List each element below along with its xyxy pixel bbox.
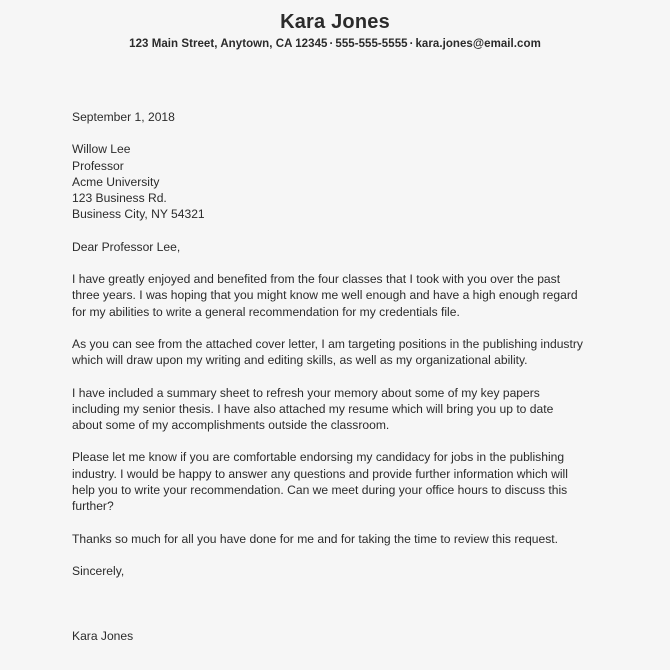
recipient-street: 123 Business Rd.: [72, 191, 167, 206]
contact-separator-1: ·: [329, 38, 334, 50]
signature-name: Kara Jones: [72, 629, 134, 644]
body-paragraph-2: As you can see from the attached cover letter, I am targeting positions in the publishing industry which will draw upon my writing and editing skills, as well as my organizational ability.: [72, 336, 583, 368]
closing-salutation: Sincerely,: [72, 563, 125, 578]
letter-body: [72, 109, 583, 645]
sender-name: Kara Jones: [280, 11, 390, 33]
contact-separator-2: ·: [409, 38, 414, 50]
contact-info-line: [0, 36, 670, 52]
recipient-address-block: [72, 141, 583, 222]
body-paragraph-4: Please let me know if you are comfortable endorsing my candidacy for jobs in the publishing industry. I would be happy to answer any questions and provide further information which will help you to write your recommendation. Can we meet during your office hours to discuss this further?: [72, 450, 568, 514]
recipient-title: Professor: [72, 158, 124, 173]
sender-email: kara.jones@email.com: [415, 38, 541, 50]
sender-phone: 555-555-5555: [335, 38, 408, 50]
recipient-organization: Acme University: [72, 174, 160, 189]
salutation: Dear Professor Lee,: [72, 239, 181, 254]
letterhead: [0, 0, 670, 52]
body-paragraph-5: Thanks so much for all you have done for me and for taking the time to review this request.: [72, 531, 559, 546]
body-paragraph-3: I have included a summary sheet to refresh your memory about some of my key papers including my senior thesis. I have also attached my resume which will bring you up to date about some of my accomplishments outside the classroom.: [72, 385, 554, 433]
recipient-city-state-zip: Business City, NY 54321: [72, 207, 205, 222]
letter-date: September 1, 2018: [72, 110, 175, 124]
sender-address: 123 Main Street, Anytown, CA 12345: [129, 38, 328, 50]
recipient-name: Willow Lee: [72, 142, 131, 157]
body-paragraph-1: I have greatly enjoyed and benefited from the four classes that I took with you over the past three years. I was hoping that you might know me well enough and have a high enough regard for my abilities to write a general recommendation for my credentials file.: [72, 272, 578, 319]
